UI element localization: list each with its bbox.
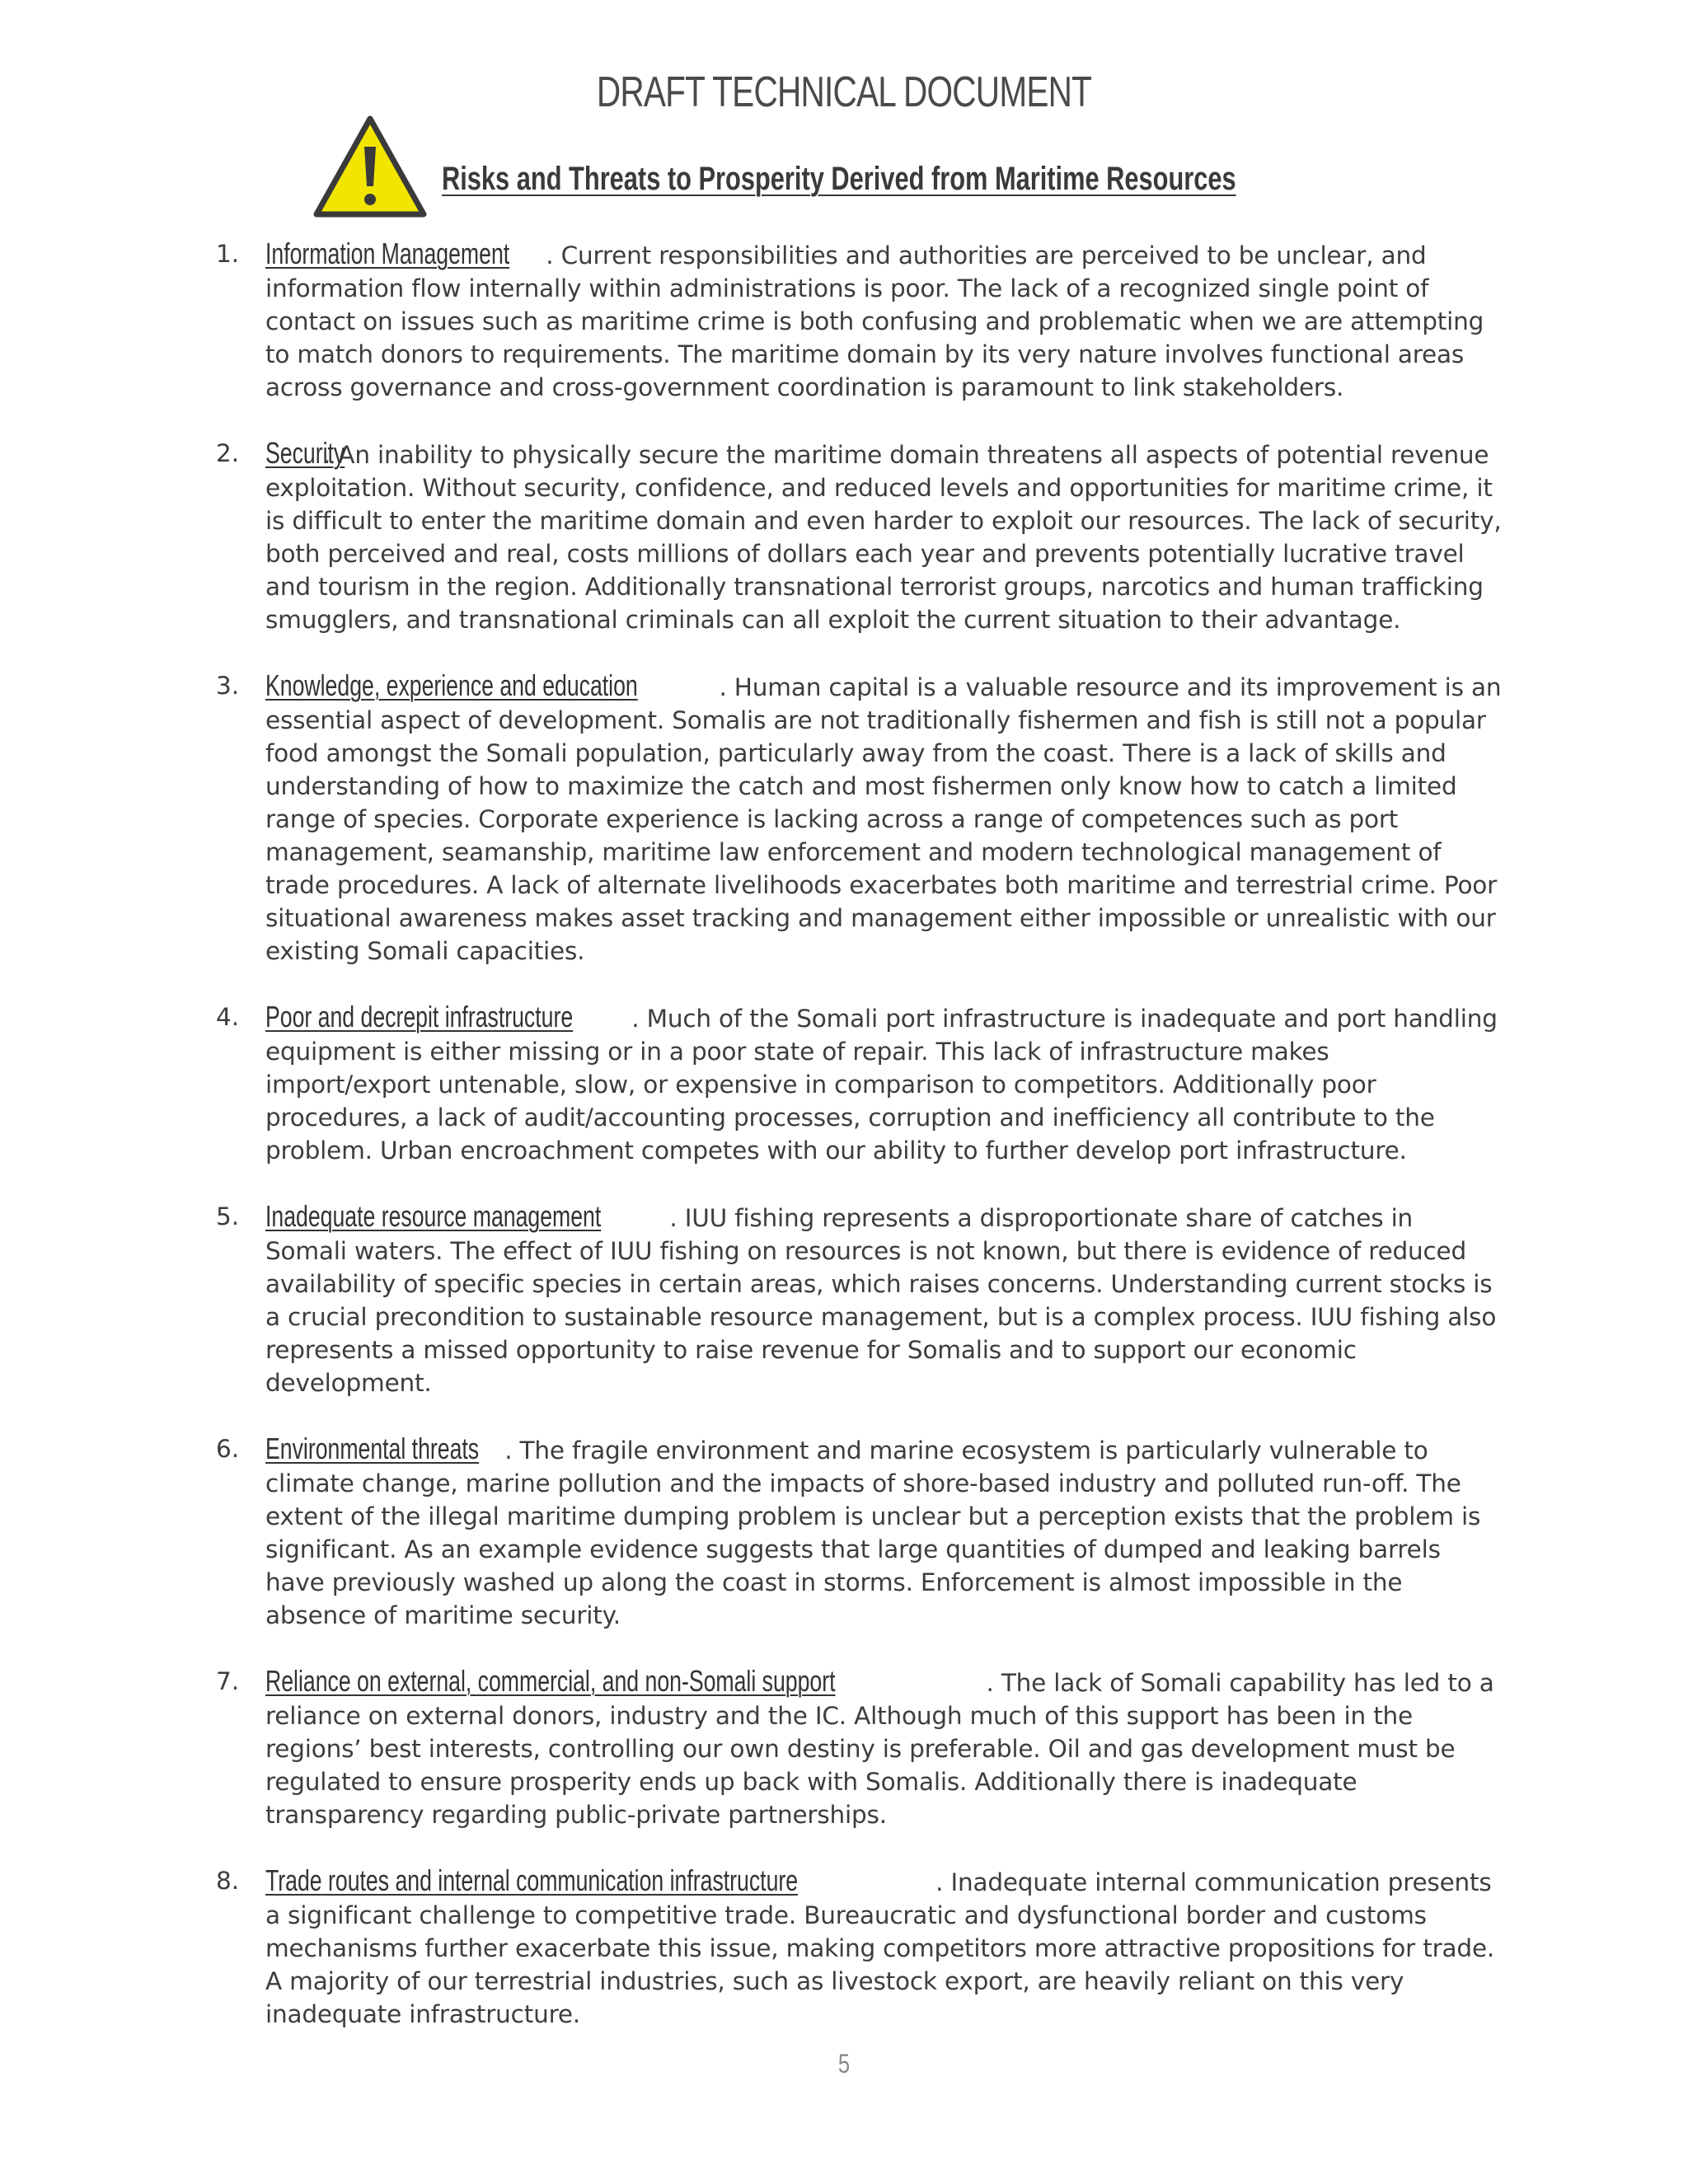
- item-title: Reliance on external, commercial, and non-Somali support: [265, 1664, 836, 1698]
- warning-triangle-icon: [312, 114, 429, 219]
- list-item: [216, 1864, 1502, 2031]
- item-title: Inadequate resource management: [265, 1199, 602, 1233]
- item-number: 6.: [216, 1435, 240, 1463]
- list-item: [216, 1665, 1502, 1831]
- item-text: . The lack of Somali capability has led to a reliance on external donors, industry and the IC. Although much of this support has been in the regions’ best interests, controlling our own destiny is preferable. Oil and gas development must be regulated to ensure prosperity ends up back with Somalis. Additionally there is inadequate transparency regarding public-private partnerships.: [265, 1669, 1494, 1829]
- list-item: [216, 1001, 1502, 1167]
- page-number: 5: [837, 2049, 851, 2079]
- item-number: 1.: [216, 240, 240, 268]
- document-header: DRAFT TECHNICAL DOCUMENT: [596, 68, 1092, 116]
- item-text: . Human capital is a valuable resource and its improvement is an essential aspect of development. Somalis are not traditionally fishermen and fish is still not a popular food amongst the Somali population, particularly away from the coast. There is a lack of skills and understanding of how to maximize the catch and most fishermen only know how to catch a limited range of species. Corporate experience is lacking across a range of competences such as port management, seamanship, maritime law enforcement and modern technological management of trade procedures. A lack of alternate livelihoods exacerbates both maritime and terrestrial crime. Poor situational awareness makes asset tracking and management either impossible or unrealistic with our existing Somali capacities.: [265, 673, 1502, 965]
- item-title: Knowledge, experience and education: [265, 668, 638, 702]
- item-text: . An inability to physically secure the maritime domain threatens all aspects of potential revenue exploitation. Without security, confidence, and reduced levels and opportunities for maritime crime, it is difficult to enter the maritime domain and even harder to exploit our resources. The lack of security, both perceived and real, costs millions of dollars each year and prevents potentially lucrative travel and tourism in the region. Additionally transnational terrorist groups, narcotics and human trafficking smugglers, and transnational criminals can all exploit the current situation to their advantage.: [265, 441, 1502, 634]
- item-title: Security: [265, 436, 345, 470]
- item-text: . Much of the Somali port infrastructure is inadequate and port handling equipment is either missing or in a poor state of repair. This lack of infrastructure makes import/export untenable, slow, or expensive in comparison to competitors. Additionally poor procedures, a lack of audit/accounting processes, corruption and inefficiency all contribute to the problem. Urban encroachment competes with our ability to further develop port infrastructure.: [265, 1005, 1498, 1165]
- item-text: . The fragile environment and marine ecosystem is particularly vulnerable to climate change, marine pollution and the impacts of shore-based industry and polluted run-off. The extent of the illegal maritime dumping problem is unclear but a perception exists that the problem is significant. As an example evidence suggests that large quantities of dumped and leaking barrels have previously washed up along the coast in storms. Enforcement is almost impossible in the absence of maritime security.: [265, 1436, 1481, 1629]
- item-title: Information Management: [265, 237, 510, 270]
- list-item: [216, 669, 1502, 968]
- section-title: Risks and Threats to Prosperity Derived from Maritime Resources: [442, 161, 1236, 197]
- item-title: Environmental threats: [265, 1432, 480, 1465]
- list-item: [216, 237, 1502, 404]
- item-number: 7.: [216, 1667, 240, 1695]
- item-number: 2.: [216, 439, 240, 467]
- item-text: . Inadequate internal communication presents a significant challenge to competitive trade. Bureaucratic and dysfunctional border and customs mechanisms further exacerbate this issue, making competitors more attractive propositions for trade. A majority of our terrestrial industries, such as livestock export, are heavily reliant on this very inadequate infrastructure.: [265, 1868, 1495, 2028]
- item-text: . Current responsibilities and authorities are perceived to be unclear, and information flow internally within administrations is poor. The lack of a recognized single point of contact on issues such as maritime crime is both confusing and problematic when we are attempting to match donors to requirements. The maritime domain by its very nature involves functional areas across governance and cross-government coordination is paramount to link stakeholders.: [265, 241, 1484, 401]
- item-number: 3.: [216, 672, 240, 700]
- item-number: 4.: [216, 1003, 240, 1031]
- risk-list: [216, 237, 1502, 2064]
- item-title: Trade routes and internal communication infrastructure: [265, 1863, 799, 1897]
- list-item: [216, 437, 1502, 636]
- item-title: Poor and decrepit infrastructure: [265, 1000, 574, 1033]
- item-text: . IUU fishing represents a disproportionate share of catches in Somali waters. The effect of IUU fishing on resources is not known, but there is evidence of reduced availability of specific species in certain areas, which raises concerns. Understanding current stocks is a crucial precondition to sustainable resource management, but is a complex process. IUU fishing also represents a missed opportunity to raise revenue for Somalis and to support our economic development.: [265, 1204, 1497, 1397]
- list-item: [216, 1432, 1502, 1632]
- item-number: 5.: [216, 1202, 240, 1230]
- item-number: 8.: [216, 1867, 240, 1895]
- list-item: [216, 1200, 1502, 1399]
